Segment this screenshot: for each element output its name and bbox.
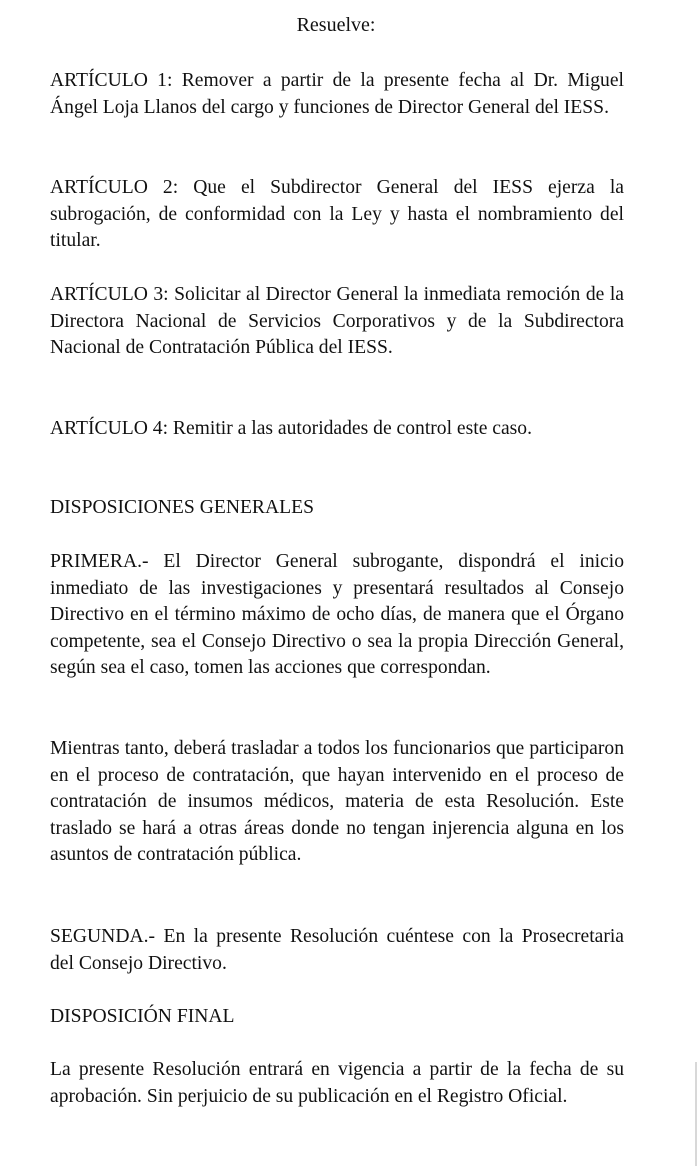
resuelve-heading: Resuelve: bbox=[296, 14, 376, 36]
disposicion-final-title: DISPOSICIÓN FINAL bbox=[50, 1006, 235, 1027]
disposicion-segunda: SEGUNDA.- En la presente Resolución cuéntese con la Prosecretaria del Consejo Directivo. bbox=[50, 926, 624, 974]
article-1: ARTÍCULO 1: Remover a partir de la presente fecha al Dr. Miguel Ángel Loja Llanos del cargo y funciones de Director General del IESS. bbox=[50, 70, 624, 118]
disposicion-final-text: La presente Resolución entrará en vigencia a partir de la fecha de su aprobación. Sin perjuicio de su publicación en el Registro Oficial. bbox=[50, 1059, 624, 1107]
disposicion-mientras-tanto: Mientras tanto, deberá trasladar a todos los funcionarios que participaron en el proceso de contratación, que hayan intervenido en el proceso de contratación de insumos médicos, materia de esta Resolución. Este traslado se hará a otras áreas donde no tengan injerencia alguna en los asuntos de contratación pública. bbox=[50, 738, 624, 865]
disposiciones-generales-title: DISPOSICIONES GENERALES bbox=[50, 497, 314, 518]
disposicion-primera: PRIMERA.- El Director General subrogante, dispondrá el inicio inmediato de las investigaciones y presentará resultados al Consejo Directivo en el término máximo de ocho días, de manera que el Órgano competente, sea el Consejo Directivo o sea la propia Dirección General, según sea el caso, tomen las acciones que correspondan. bbox=[50, 551, 624, 678]
scan-edge-shadow bbox=[695, 1062, 697, 1166]
article-3: ARTÍCULO 3: Solicitar al Director General la inmediata remoción de la Directora Nacional de Servicios Corporativos y de la Subdirectora Nacional de Contratación Pública del IESS. bbox=[50, 284, 624, 358]
article-2: ARTÍCULO 2: Que el Subdirector General del IESS ejerza la subrogación, de conformidad con la Ley y hasta el nombramiento del titular. bbox=[50, 177, 624, 251]
article-4: ARTÍCULO 4: Remitir a las autoridades de control este caso. bbox=[50, 418, 533, 439]
